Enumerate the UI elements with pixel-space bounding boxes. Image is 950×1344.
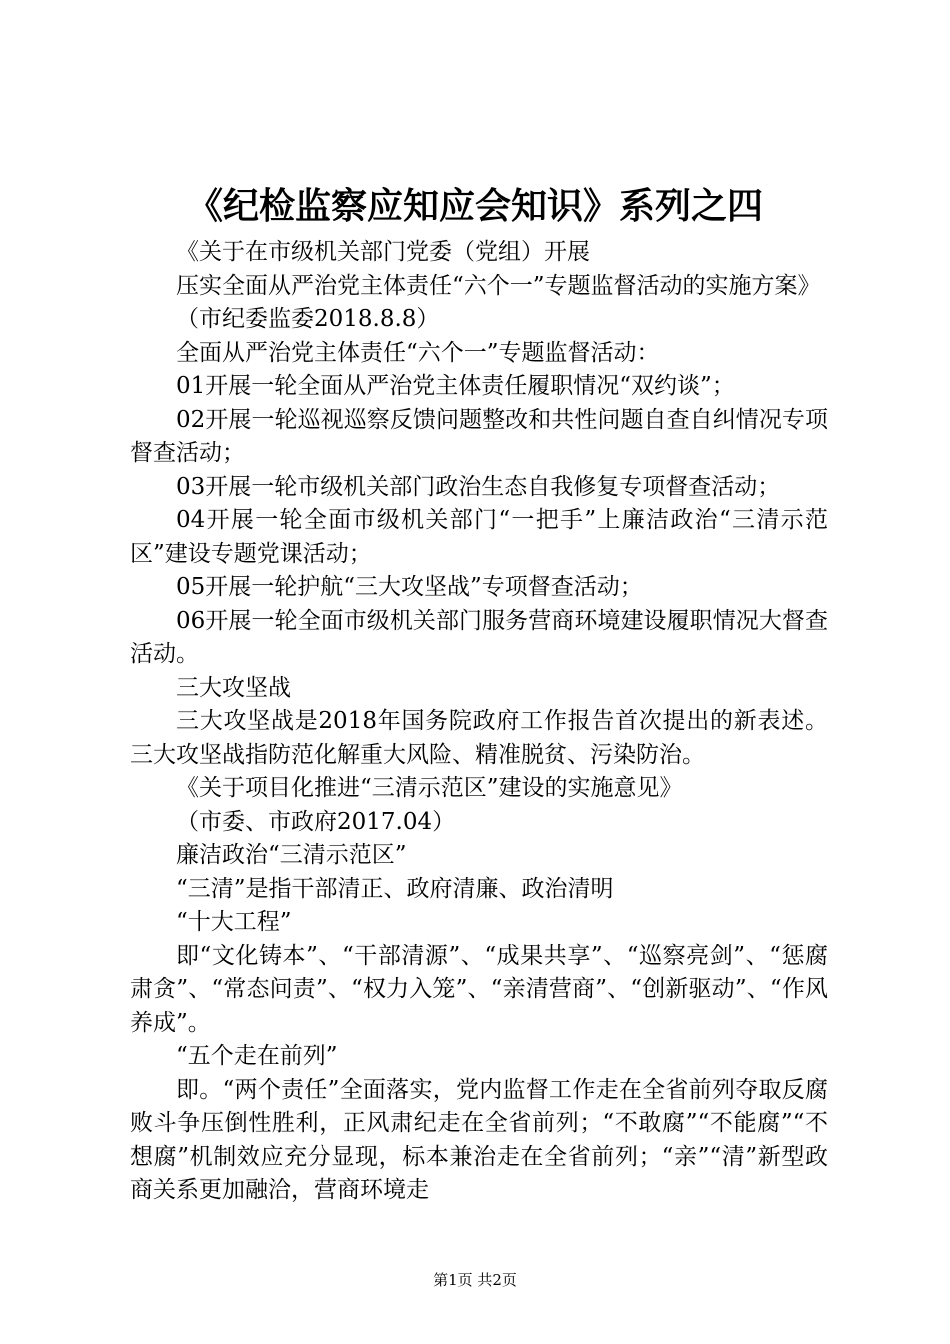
paragraph: 即“文化铸本”、“干部清源”、“成果共享”、“巡察亮剑”、“惩腐肃贪”、“常态问责”、“权力入笼”、“亲清营商”、“创新驱动”、“作风养成”。 [130,942,828,1036]
paragraph: （市纪委监委2018.8.8） [176,306,440,332]
paragraph: 三大攻坚战是2018年国务院政府工作报告首次提出的新表述。三大攻坚战指防范化解重大风险、精准脱贫、污染防治。 [130,708,828,768]
paragraph: “十大工程” [176,909,292,935]
paragraph: （市委、市政府2017.04） [176,808,456,835]
paragraph: 廉洁政治“三清示范区” [176,842,407,868]
paragraph: “五个走在前列” [176,1043,338,1069]
paragraph: 02开展一轮巡视巡察反馈问题整改和共性问题自查自纠情况专项督查活动； [130,406,828,466]
paragraph: 04开展一轮全面市级机关部门“一把手”上廉洁政治“三清示范区”建设专题党课活动； [130,507,828,567]
paragraph: 三大攻坚战 [176,674,291,701]
paragraph: 01开展一轮全面从严治党主体责任履职情况“双约谈”； [176,373,735,399]
paragraph: 05开展一轮护航“三大攻坚战”专项督查活动； [176,574,643,600]
paragraph: “三清”是指干部清正、政府清廉、政治清明 [176,875,614,902]
page-footer: 第1页 共2页 [433,1271,517,1289]
paragraph: 06开展一轮全面市级机关部门服务营商环境建设履职情况大督查活动。 [130,607,828,667]
paragraph: 03开展一轮市级机关部门政治生态自我修复专项督查活动； [176,473,781,500]
paragraph: 全面从严治党主体责任“六个一”专题监督活动： [176,339,660,366]
paragraph: 《关于在市级机关部门党委（党组）开展 [176,239,590,265]
paragraph: 压实全面从严治党主体责任“六个一”专题监督活动的实施方案》 [176,272,821,299]
document-title: 《纪检监察应知应会知识》系列之四 [186,186,763,227]
document-body [130,236,828,1208]
paragraph: 《关于项目化推进“三清示范区”建设的实施意见》 [176,775,683,801]
paragraph: 即。“两个责任”全面落实，党内监督工作走在全省前列夺取反腐败斗争压倒性胜利，正风肃纪走在全省前列；“不敢腐”“不能腐”“不想腐”机制效应充分显现，标本兼治走在全省前列；“亲”“清”新型政商关系更加融洽，营商环境走 [130,1076,828,1203]
